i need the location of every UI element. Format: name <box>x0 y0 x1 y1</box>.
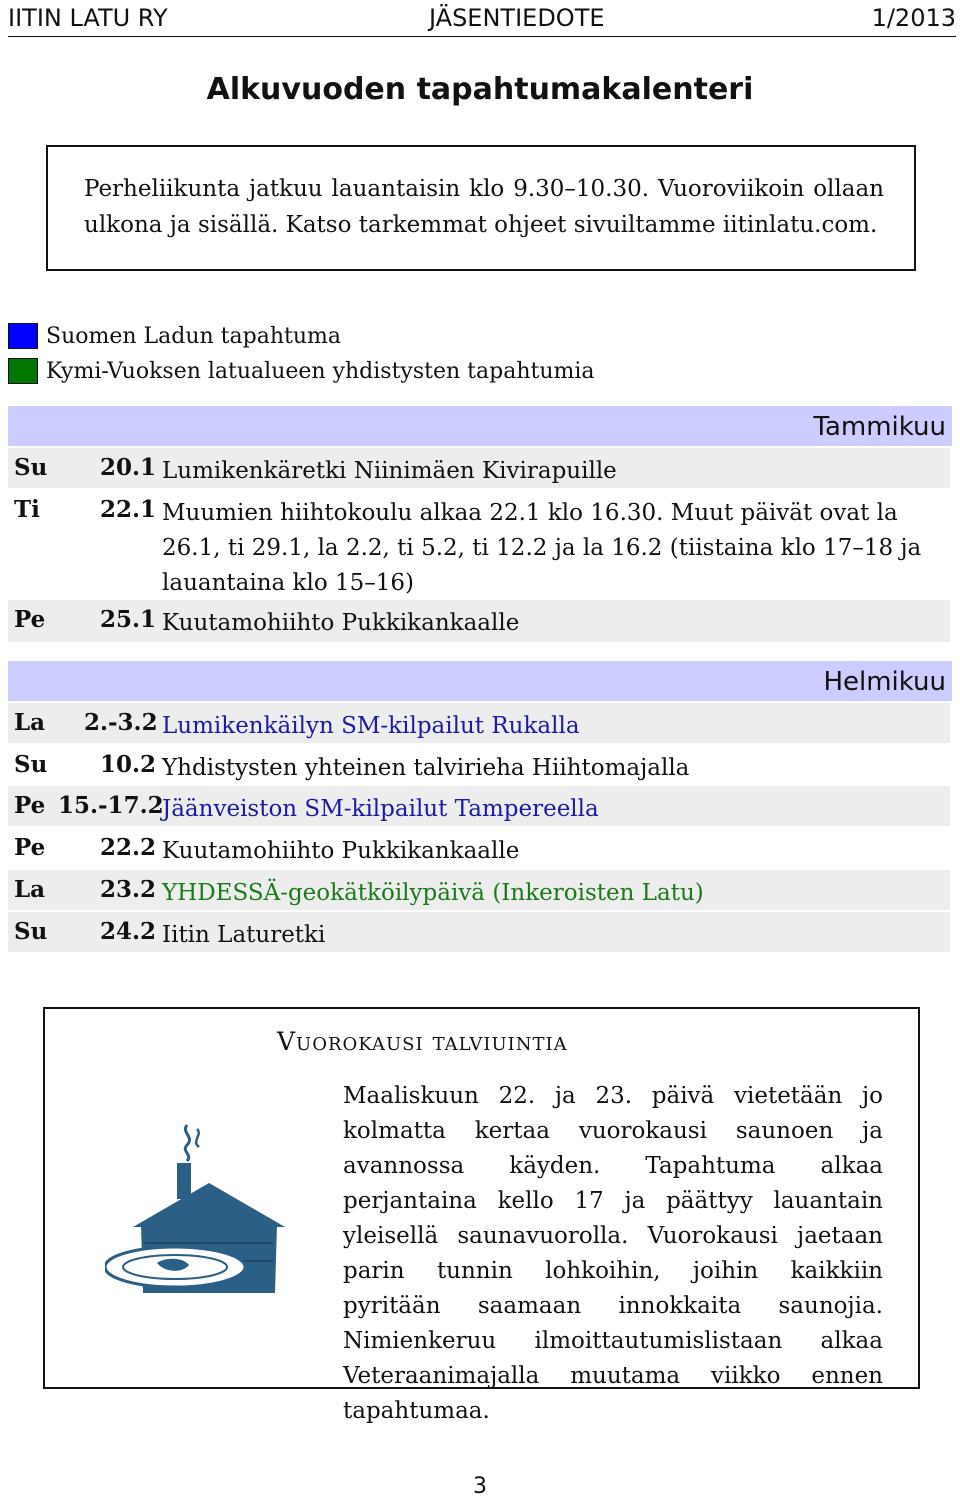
event-date: 22.1 <box>100 496 157 523</box>
article-title <box>277 1027 568 1056</box>
green-swatch <box>8 358 38 384</box>
header-org: IITIN LATU RY <box>8 4 168 32</box>
month-name: Tammikuu <box>813 412 946 442</box>
table-row <box>8 448 950 488</box>
event-date: 15.-17.2 <box>58 792 164 819</box>
event-text: Iitin Laturetki <box>162 922 326 948</box>
month-header-february <box>8 661 952 701</box>
event-text: Jäänveiston SM-kilpailut Tampereella <box>162 796 599 822</box>
event-day: Su <box>14 454 48 481</box>
event-text: Yhdistysten yhteinen talvirieha Hiihtomajalla <box>162 755 690 781</box>
event-day: Pe <box>14 792 46 819</box>
table-row <box>8 490 950 600</box>
header-issue: 1/2013 <box>871 4 956 32</box>
table-row <box>8 786 950 826</box>
event-date: 24.2 <box>100 918 157 945</box>
article-text: Maaliskuun 22. ja 23. päivä vietetään jo kolmatta kertaa vuorokausi saunoen ja avannossa käyden. Tapahtuma alkaa perjantaina kello 17 ja päättyy lauantain yleisellä saunavuorolla. Vuorokausi jaetaan parin tunnin lohkoihin, joihin kaikkiin pyritään saamaan innokkaita saunojia. Nimienkeruu ilmoittautumislistaan alkaa Veteraanimajalla muutama viikko ennen tapahtumaa. <box>343 1083 883 1424</box>
event-day: Ti <box>14 496 40 523</box>
event-day: La <box>14 709 46 736</box>
event-day: La <box>14 876 46 903</box>
event-text: Lumikenkäretki Niinimäen Kivirapuille <box>162 458 617 484</box>
event-day: Pe <box>14 606 46 633</box>
event-date: 22.2 <box>100 834 157 861</box>
table-row <box>8 828 950 868</box>
header-publication: JÄSENTIEDOTE <box>429 4 605 32</box>
legend-label: Suomen Ladun tapahtuma <box>46 323 341 349</box>
event-day: Su <box>14 918 48 945</box>
article-title-text: Vuorokausi talviuintia <box>277 1027 568 1056</box>
event-date: 2.-3.2 <box>84 709 158 736</box>
sauna-icon <box>105 1117 305 1297</box>
page-header <box>8 0 956 37</box>
event-date: 20.1 <box>100 454 157 481</box>
table-row <box>8 703 950 743</box>
table-row <box>8 745 950 785</box>
event-date: 23.2 <box>100 876 157 903</box>
blue-swatch <box>8 323 38 349</box>
event-day: Su <box>14 751 48 778</box>
article-box <box>43 1007 920 1424</box>
month-header-january <box>8 406 952 446</box>
legend-label: Kymi-Vuoksen latualueen yhdistysten tapahtumia <box>46 358 595 384</box>
page-number: 3 <box>473 1474 487 1499</box>
legend-suomen-latu <box>8 323 341 349</box>
notice-text: Perheliikunta jatkuu lauantaisin klo 9.30–10.30. Vuoroviikoin ollaan ulkona ja sisällä. Katso tarkemmat ohjeet sivuiltamme iitinlatu.com. <box>84 176 884 238</box>
event-text: Lumikenkäilyn SM-kilpailut Rukalla <box>162 713 580 739</box>
event-text: YHDESSÄ-geokätköilypäivä (Inkeroisten Latu) <box>162 880 704 906</box>
table-row <box>8 912 950 952</box>
event-text: Muumien hiihtokoulu alkaa 22.1 klo 16.30. Muut päivät ovat la 26.1, ti 29.1, la 2.2, ti 5.2, ti 12.2 ja la 16.2 (tiistaina klo 17–18 ja lauantaina klo 15–16) <box>162 500 922 596</box>
event-text: Kuutamohiihto Pukkikankaalle <box>162 610 520 636</box>
page-title: Alkuvuoden tapahtumakalenteri <box>206 72 754 107</box>
event-day: Pe <box>14 834 46 861</box>
event-text: Kuutamohiihto Pukkikankaalle <box>162 838 520 864</box>
legend-kymi-vuoksi <box>8 358 595 384</box>
notice-box <box>46 145 916 271</box>
table-row <box>8 600 950 642</box>
table-row <box>8 870 950 910</box>
month-name: Helmikuu <box>823 667 946 697</box>
event-date: 10.2 <box>100 751 157 778</box>
event-date: 25.1 <box>100 606 157 633</box>
